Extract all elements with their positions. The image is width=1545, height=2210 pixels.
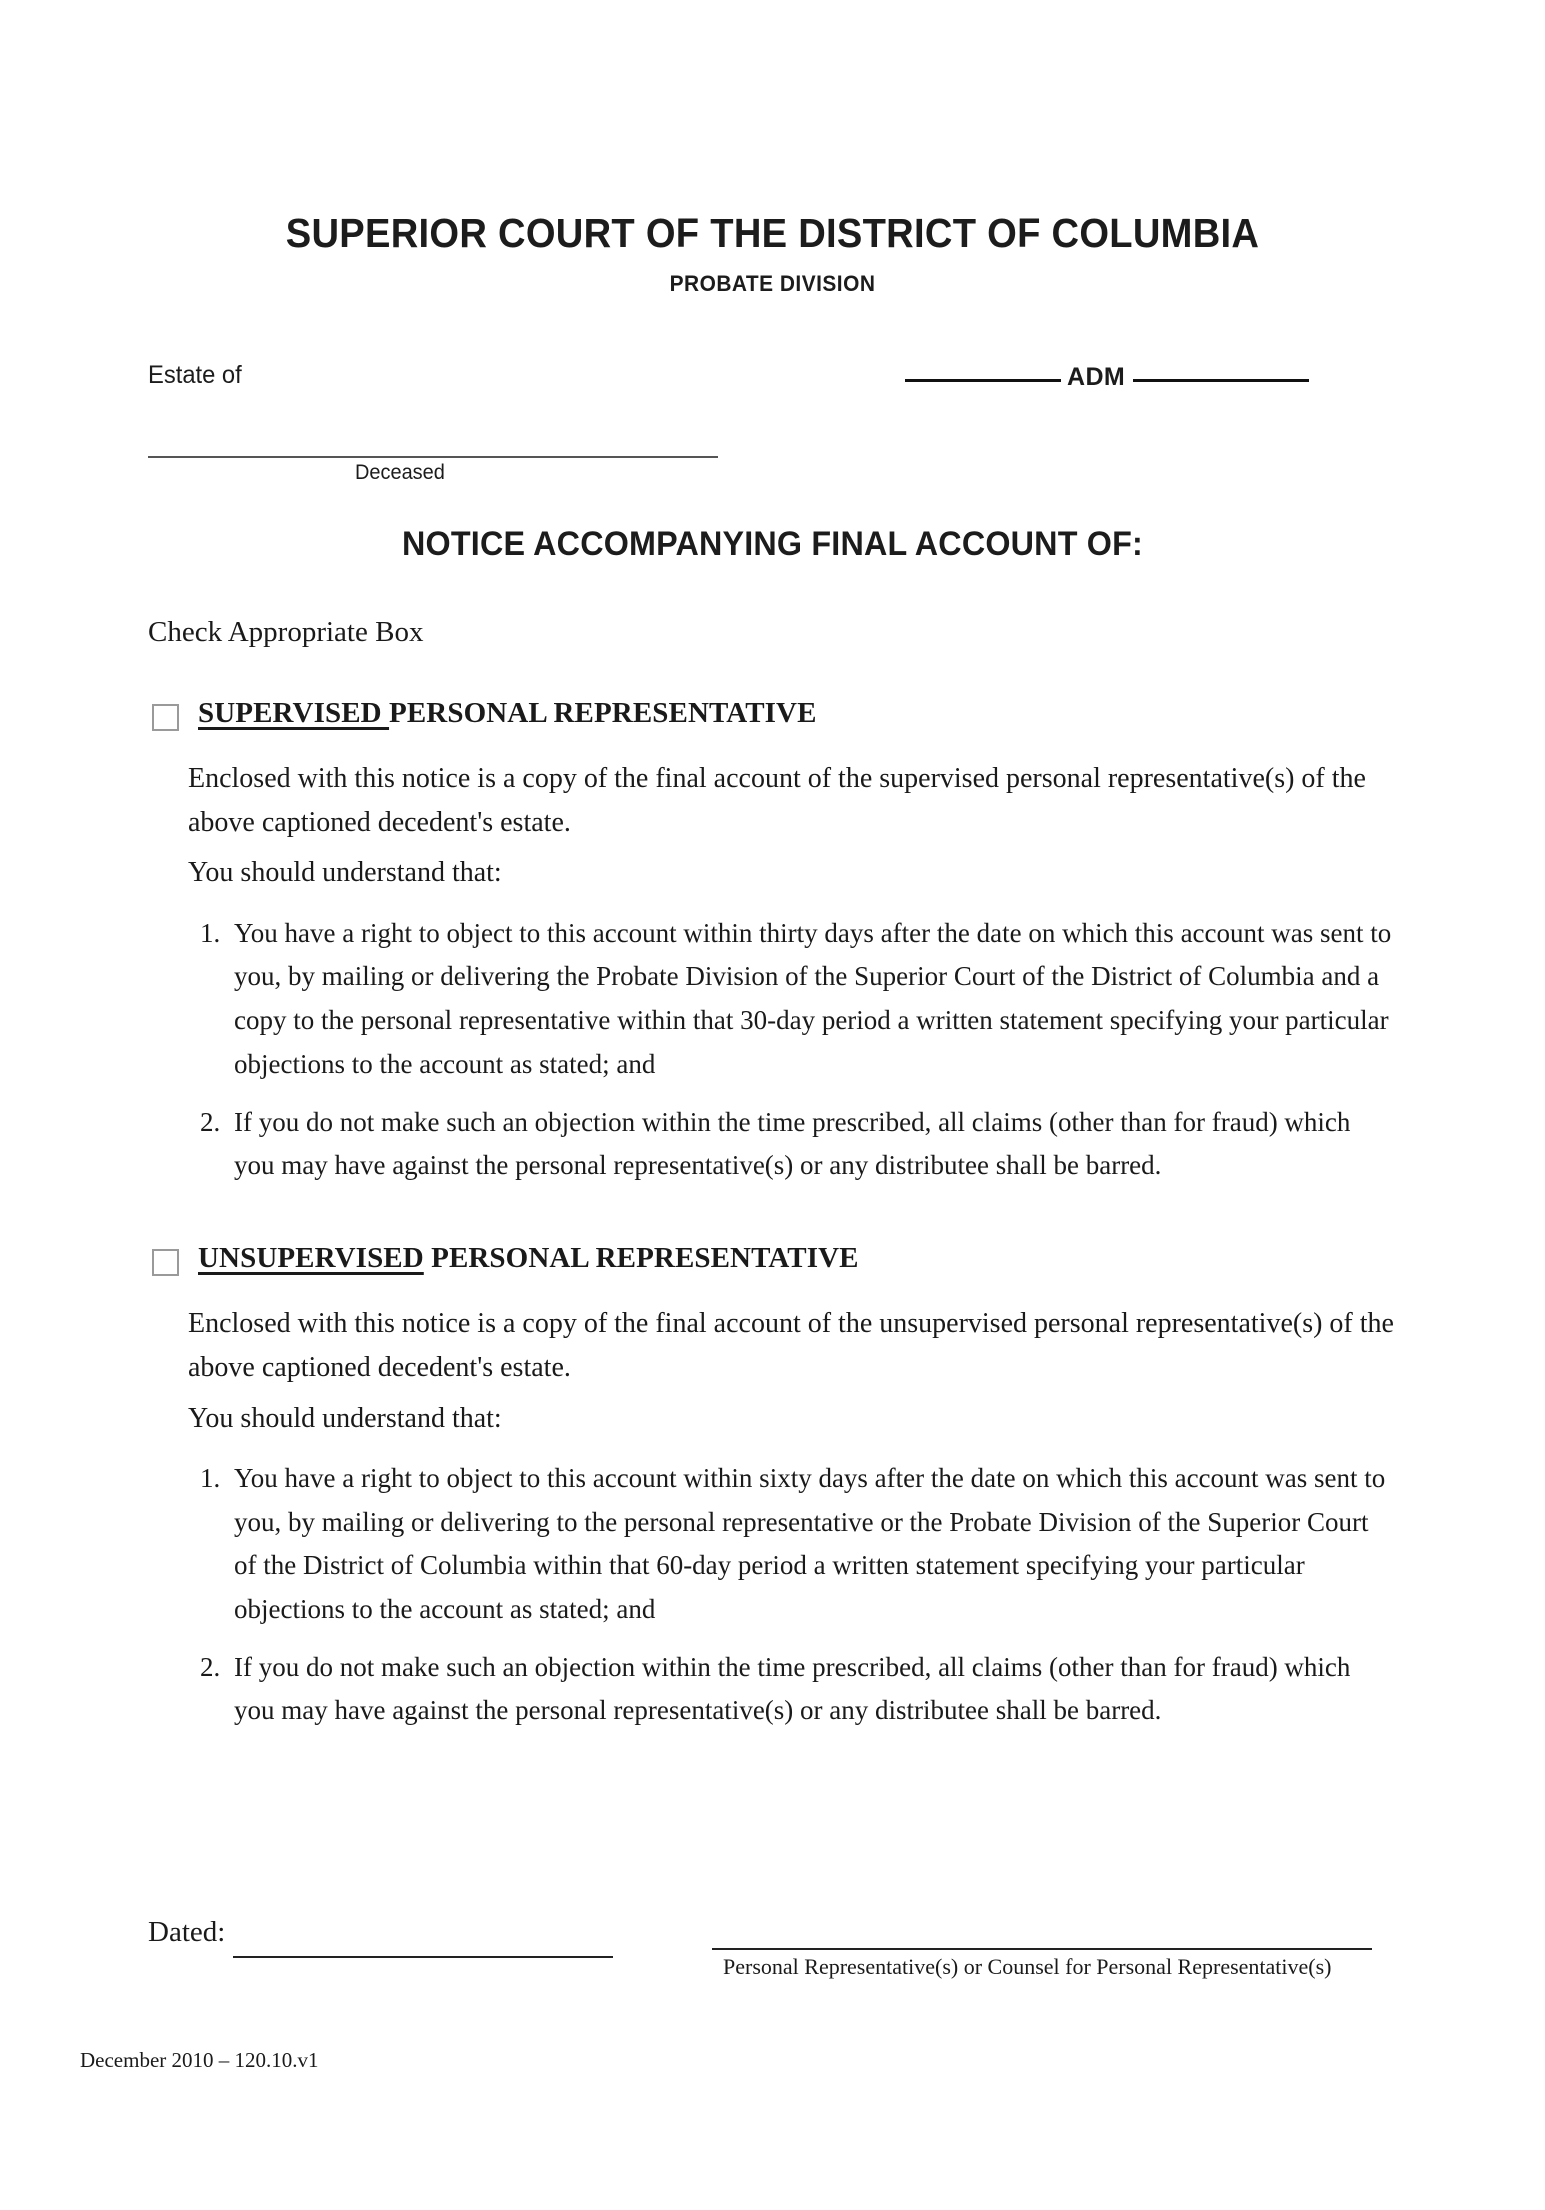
document-page: [0, 210, 1545, 2210]
list-item-number: 1.: [200, 1462, 221, 1493]
adm-label: ADM: [1067, 363, 1126, 391]
adm-suffix-blank[interactable]: [1133, 379, 1309, 382]
signature-caption: Personal Representative(s) or Counsel for Personal Representative(s): [723, 1954, 1332, 1979]
section-unsupervised-claims-list: [188, 1457, 1395, 1733]
section-supervised-intro: Enclosed with this notice is a copy of the final account of the supervised personal representative(s) of the above captioned decedent's estate.: [188, 763, 1366, 839]
checkbox-supervised[interactable]: [152, 704, 179, 731]
section-supervised-header[interactable]: [152, 697, 1545, 731]
court-header: [0, 210, 1545, 297]
section-unsupervised-heading: [198, 1242, 859, 1275]
section-supervised-understand: You should understand that:: [188, 857, 502, 889]
estate-of-label: Estate of: [148, 361, 242, 389]
list-item-text: You have a right to object to this account within sixty days after the date on which this account was sent to you, by mailing or delivering to the personal representative or the Probate Division of the Superior Court of the District of Columbia within that 60-day period a written statement specifying your particular objections to the account as stated; and: [234, 1462, 1386, 1625]
deceased-label: Deceased: [355, 461, 445, 484]
section-supervised-heading-underlined: SUPERVISED: [198, 697, 390, 729]
section-supervised-heading: [198, 697, 817, 730]
section-unsupervised-intro: Enclosed with this notice is a copy of the final account of the unsupervised personal representative(s) of the above captioned decedent's estate.: [188, 1308, 1394, 1384]
court-title: SUPERIOR COURT OF THE DISTRICT OF COLUMBIA: [285, 210, 1260, 256]
section-unsupervised-body: [188, 1302, 1395, 1733]
notice-title: NOTICE ACCOMPANYING FINAL ACCOUNT OF:: [402, 525, 1143, 563]
adm-case-number-group: [905, 363, 1309, 392]
list-item: [188, 1646, 1395, 1733]
section-unsupervised-heading-underlined: UNSUPERVISED: [198, 1242, 424, 1275]
signature-area: [0, 1910, 1545, 2040]
list-item-number: 2.: [200, 1106, 221, 1137]
form-version-footer: December 2010 – 120.10.v1: [80, 2048, 319, 2072]
adm-prefix-blank[interactable]: [905, 379, 1061, 382]
list-item-text: You have a right to object to this account within thirty days after the date on which this account was sent to you, by mailing or delivering the Probate Division of the Superior Court of the District of Columbia and a copy to the personal representative within that 30-day period a written statement specifying your particular objections to the account as stated; and: [234, 917, 1392, 1079]
list-item: [188, 1101, 1395, 1188]
section-unsupervised: [0, 1242, 1545, 1733]
list-item-text: If you do not make such an objection within the time prescribed, all claims (other than for fraud) which you may have against the personal representative(s) or any distributee shall be barred.: [234, 1106, 1351, 1181]
section-supervised: [0, 697, 1545, 1188]
section-unsupervised-understand: You should understand that:: [188, 1402, 502, 1434]
case-caption-block: [0, 361, 1545, 484]
section-unsupervised-heading-rest: PERSONAL REPRESENTATIVE: [423, 1242, 859, 1275]
section-supervised-heading-rest: PERSONAL REPRESENTATIVE: [389, 697, 817, 729]
list-item-number: 2.: [200, 1651, 221, 1682]
decedent-name-rule[interactable]: [148, 456, 718, 458]
checkbox-unsupervised[interactable]: [152, 1249, 179, 1276]
list-item: [188, 912, 1395, 1087]
check-appropriate-box-instruction: Check Appropriate Box: [148, 616, 424, 648]
signature-input-rule[interactable]: [712, 1948, 1372, 1950]
court-division-subtitle: PROBATE DIVISION: [669, 271, 876, 296]
section-supervised-claims-list: [188, 912, 1395, 1188]
list-item-text: If you do not make such an objection within the time prescribed, all claims (other than for fraud) which you may have against the personal representative(s) or any distributee shall be barred.: [234, 1651, 1351, 1726]
dated-input-rule[interactable]: [233, 1956, 613, 1958]
list-item: [188, 1457, 1395, 1632]
list-item-number: 1.: [200, 917, 221, 948]
dated-label: Dated:: [148, 1916, 226, 1948]
section-unsupervised-header[interactable]: [152, 1242, 1545, 1276]
section-supervised-body: [188, 757, 1395, 1188]
